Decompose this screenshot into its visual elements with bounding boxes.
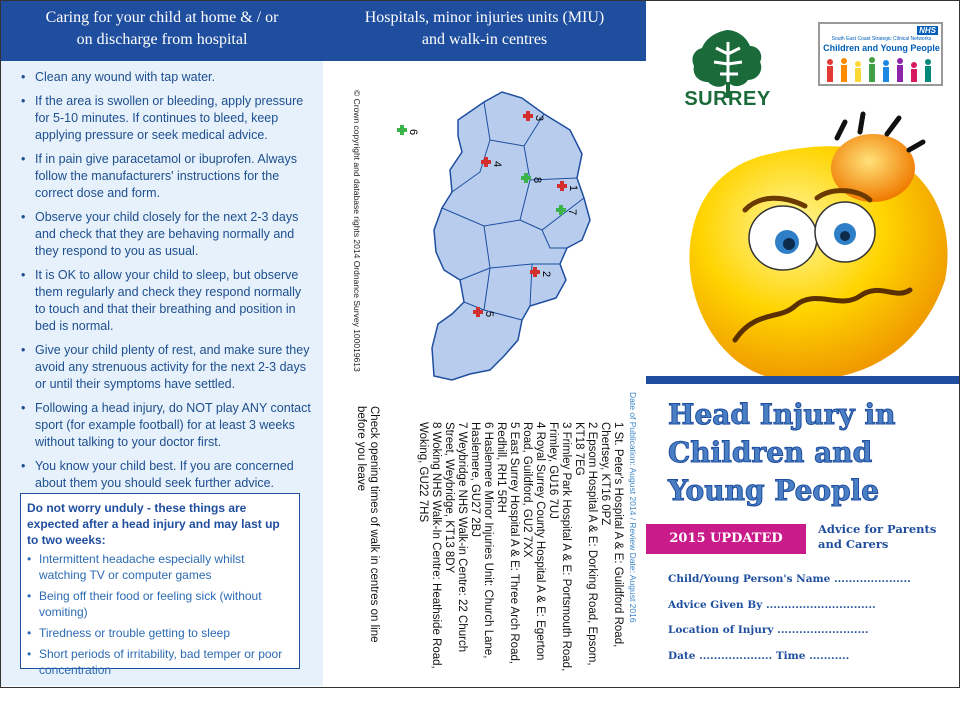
leaflet-title-line3: Young People — [668, 474, 880, 507]
map-marker-label: 5 — [483, 311, 495, 318]
expected-symptoms-box — [20, 493, 300, 677]
nhs-badge: NHS — [919, 26, 936, 35]
hospitals-header-line1: Hospitals, minor injuries units (MIU) — [364, 9, 605, 26]
hospital-entry: 5 East Surrey Hospital A & E: Three Arch Road, Redhill, RH1 5RH — [495, 422, 520, 665]
expected-symptom-item: • Being off their food or feeling sick (without vomiting) — [27, 588, 293, 620]
leaflet-title — [668, 396, 958, 510]
advice-given-by-field: Advice Given By .............................. — [668, 599, 876, 611]
expected-symptoms-title: Do not worry unduly - these things are expected after a head injury and may last up to two weeks: — [27, 501, 280, 547]
care-advice-item: • If in pain give paracetamol or ibuprofen. Always follow the manufacturers' instructions for the correct dose and form. — [21, 151, 311, 202]
hospital-entry: 7 Weybridge NHS Walk-in Centre: 22 Church Street, Weybridge, KT13 8DY — [443, 422, 468, 653]
expected-symptom-item: • Intermittent headache especially whilst watching TV or computer games — [27, 551, 293, 583]
surrey-logo-text: SURREY — [684, 88, 771, 110]
leaflet-title-line1: Head Injury in — [668, 398, 896, 431]
advice-subtitle — [818, 522, 953, 552]
date-time-field: Date .................... Time ........... — [668, 650, 850, 662]
map-marker-label: 8 — [531, 177, 543, 184]
hospital-entry: 3 Frimley Park Hospital A & E: Portsmouth Road, Frimley, GU16 7UJ — [547, 422, 572, 672]
surrey-map — [372, 80, 622, 390]
care-advice-item: • If the area is swollen or bleeding, apply pressure for 5-10 minutes. If continues to bleed, keep applying pressure or seek medical advice. — [21, 93, 311, 144]
children-silhouettes-icon — [824, 56, 938, 84]
map-marker-label: 6 — [407, 129, 419, 136]
care-advice-item: • Observe your child closely for the next 2-3 days and check that they are behaving normally and they respond to you as usual. — [21, 209, 311, 260]
care-header-line2: on discharge from hospital — [76, 31, 248, 48]
hospital-entry: 4 Royal Surrey County Hospital A & E: Egerton Road, Guildford, GU2 7XX — [521, 422, 546, 661]
care-header-line1: Caring for your child at home & / or — [45, 9, 279, 26]
map-marker-label: 1 — [567, 185, 579, 192]
map-marker — [397, 125, 419, 135]
map-marker-label: 3 — [533, 115, 545, 122]
care-advice-item: • It is OK to allow your child to sleep, but observe them regularly and check they respond normally to touch and that their breathing and position in bed is normal. — [21, 267, 311, 335]
care-header — [1, 1, 323, 61]
care-advice-item: • You know your child best. If you are concerned about them you should seek further advice. — [21, 458, 311, 492]
care-advice-item: • Following a head injury, do NOT play ANY contact sport (for example football) for at least 3 weeks without talking to your doctor first. — [21, 400, 311, 451]
location-of-injury-field: Location of Injury ......................... — [668, 624, 869, 636]
care-advice-list — [21, 69, 311, 499]
child-name-field: Child/Young Person's Name ..................... — [668, 573, 911, 585]
hospital-entry: 8 Woking NHS Walk-In Centre: Heathside Road, Woking, GU22 7HS — [417, 422, 442, 669]
nhs-network-title: Children and Young People — [823, 43, 940, 53]
publication-date: Date of Publication: August 2014 / Review Date: August 2016 — [628, 392, 638, 623]
care-panel — [1, 61, 323, 686]
expected-symptom-item: • Short periods of irritability, bad temper or poor concentration — [27, 646, 293, 678]
updated-badge: 2015 UPDATED — [646, 524, 806, 554]
title-divider — [646, 376, 959, 384]
hospitals-header — [323, 1, 646, 61]
care-advice-item: • Give your child plenty of rest, and make sure they avoid any strenuous activity for the next 2-3 days or until their symptoms have settled. — [21, 342, 311, 393]
expected-symptom-item: • Tiredness or trouble getting to sleep — [27, 625, 293, 641]
hospitals-header-line2: and walk-in centres — [421, 31, 548, 48]
nhs-network-logo — [818, 22, 943, 86]
map-copyright: © Crown copyright and database rights 2014 Ordnance Survey 100019613 — [352, 90, 362, 372]
expected-symptoms-list — [27, 551, 293, 678]
nhs-network-name: South East Coast Strategic Clinical Networks — [831, 36, 932, 42]
hospital-entry: 2 Epsom Hospital A & E: Dorking Road, Epsom, KT18 7EG — [573, 422, 598, 666]
surrey-county-outline — [432, 92, 590, 380]
opening-times-note: Check opening times of walk in centres on line before you leave — [355, 406, 380, 643]
hospital-list — [416, 422, 624, 682]
leaflet-title-line2: Children and — [668, 436, 873, 469]
hospital-entry: 1 St. Peter's Hospital A & E: Guildford Road, Chertsey, KT16 0PZ — [599, 422, 624, 648]
map-marker-label: 2 — [540, 271, 552, 278]
advice-subtitle-line2: and Carers — [818, 537, 889, 551]
care-advice-item: • Clean any wound with tap water. — [21, 69, 311, 86]
map-marker-label: 7 — [566, 209, 578, 216]
map-marker-label: 4 — [491, 161, 503, 168]
hospital-entry: 6 Haslemere Minor Injuries Unit: Church Lane, Haslemere, GU27 2BJ — [469, 422, 494, 659]
advice-subtitle-line1: Advice for Parents — [818, 522, 937, 536]
worried-face-emoji — [655, 110, 955, 380]
